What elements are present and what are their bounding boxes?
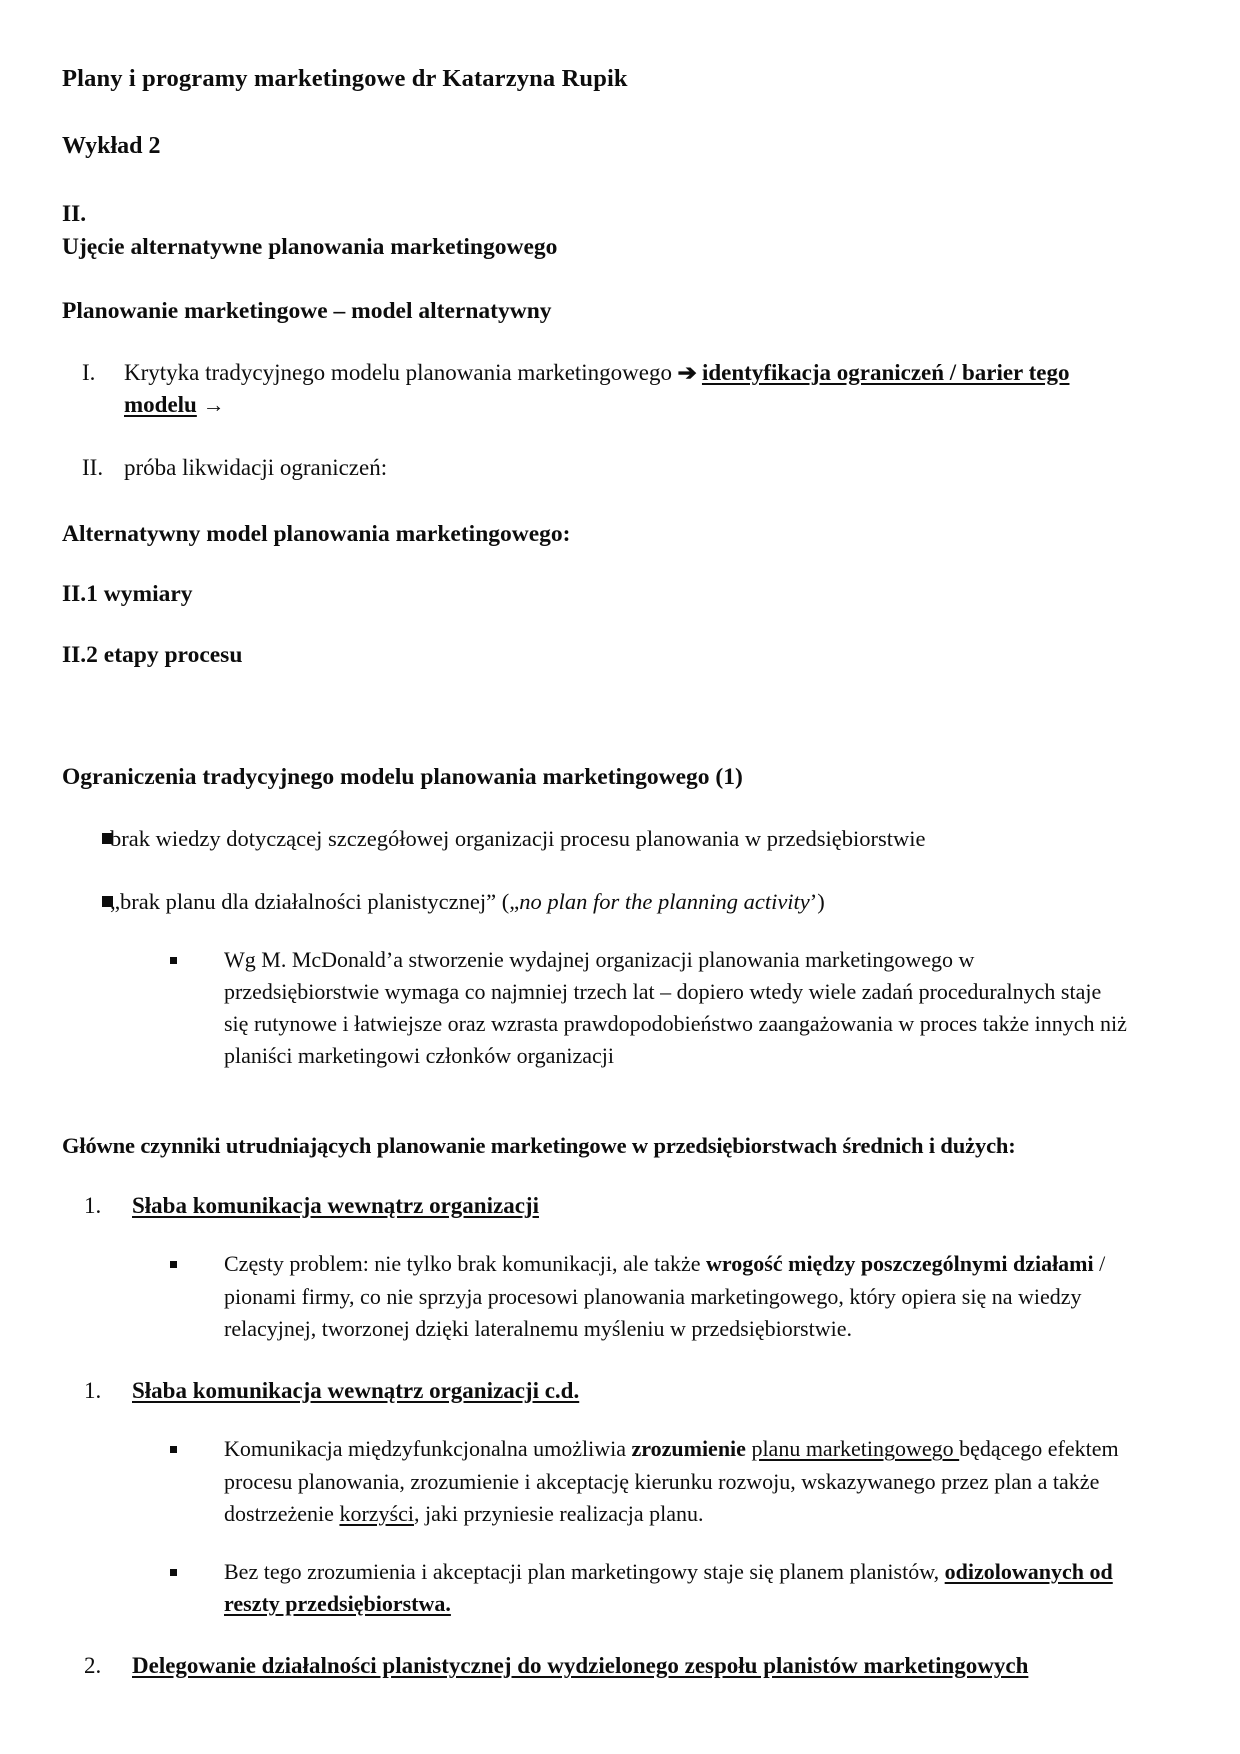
limitation-bullet-1-text: brak wiedzy dotyczącej szczegółowej organizacji procesu planowania w przedsiębiorstwie: [110, 825, 926, 851]
roman-marker-2: II.: [82, 455, 104, 481]
roman-text-plain-1: Krytyka tradycyjnego modelu planowania marketingowego: [124, 359, 673, 385]
lecture-heading: Wykład 2: [62, 132, 161, 159]
arrow-right-thin-icon: →: [202, 392, 225, 418]
numbered-2-subbullet-1: [62, 1433, 1128, 1529]
subbullet-text-part: , jaki przyniesie realizacja planu.: [413, 1500, 704, 1526]
model-heading: Planowanie marketingowe – model alternatywny: [62, 298, 552, 325]
numbered-2-subbullet-2-text: [162, 1556, 1128, 1620]
subbullet-text-part: będącego efektem procesu planowania, zrozumienie i akceptację kierunku rozwoju, wskazywanego przez plan a także dostrzeżenie: [224, 1436, 1119, 1526]
limitation-bullet-2-italic: no plan for the planning activity: [519, 888, 810, 914]
numbered-2-subbullet-1-text: [162, 1433, 1128, 1529]
roman-content-1: [124, 357, 1128, 422]
small-square-bullet-icon: [62, 1433, 170, 1529]
numbered-1-subbullet-1-text: [162, 1248, 1128, 1344]
numbered-1-subbullet-1: [62, 1248, 1128, 1344]
subbullet-text-part: Bez tego zrozumienia i akceptacji plan marketingowy staje się planem planistów,: [224, 1558, 945, 1584]
alt-model-heading: Alternatywny model planowania marketingowego:: [62, 520, 571, 547]
limitations-heading: Ograniczenia tradycyjnego modelu planowania marketingowego (1): [62, 764, 743, 791]
subbullet-underline-bold-part: odizolowanych od reszty przedsiębiorstwa.: [224, 1558, 1113, 1616]
small-square-bullet-icon: [62, 944, 170, 1072]
page-title: Plany i programy marketingowe dr Katarzyna Rupik: [62, 65, 628, 92]
numbered-2-subbullet-2: [62, 1556, 1128, 1620]
subbullet-text-part: Częsty problem: nie tylko brak komunikacji, ale także: [224, 1251, 707, 1277]
factors-heading: Główne czynniki utrudniających planowanie marketingowe w przedsiębiorstwach średnich i dużych:: [62, 1132, 1016, 1158]
numbered-marker-1: 1.: [84, 1192, 102, 1218]
numbered-marker-3: 2.: [84, 1653, 102, 1679]
limitation-bullet-2-suffix: ’): [809, 888, 825, 914]
roman-marker-1: I.: [82, 359, 96, 385]
numbered-marker-2: 1.: [84, 1377, 102, 1403]
limitation-bullet-2-prefix: „brak planu dla działalności planistycznej” („: [110, 888, 520, 914]
roman-list-item-1: [62, 357, 1128, 422]
limitation-bullet-1: [62, 823, 1128, 856]
limitation-bullet-2-text: [110, 886, 1128, 919]
arrow-right-bold-icon: ➔: [677, 359, 697, 385]
subbullet-text-part: Komunikacja międzyfunkcjonalna umożliwia: [224, 1436, 632, 1462]
subbullet-bold-part: zrozumienie: [631, 1436, 746, 1462]
spacer: [62, 670, 1128, 728]
document-body: [62, 64, 1128, 1683]
section-title: Ujęcie alternatywne planowania marketingowego: [62, 233, 558, 260]
roman-text-underlined-1: identyfikacja ograniczeń / barier tego modelu: [124, 359, 1070, 418]
subbullet-underline-part: planu marketingowego: [751, 1436, 960, 1462]
numbered-item-1: [62, 1190, 1128, 1223]
alt-model-point-1: II.1 wymiary: [62, 581, 193, 608]
square-bullet-icon: [62, 886, 110, 919]
limitation-bullet-2: [62, 886, 1128, 919]
alt-model-point-2: II.2 etapy procesu: [62, 641, 243, 668]
mcdonald-subbullet-text: Wg M. McDonald’a stworzenie wydajnej organizacji planowania marketingowego w przedsiębiorstwie wymaga co najmniej trzech lat – dopiero wtedy wiele zadań proceduralnych staje się rutynowe i łatwiejsze oraz wzrasta prawdopodobieństwo zaangażowania w proces także innych niż planiści marketingowi członków organizacji: [224, 947, 1127, 1069]
roman-list-item-2: [62, 452, 1128, 485]
roman-content-2: próba likwidacji ograniczeń:: [124, 455, 388, 481]
small-square-bullet-icon: [62, 1556, 170, 1620]
small-square-bullet-icon: [62, 1248, 170, 1344]
numbered-heading-1: Słaba komunikacja wewnątrz organizacji: [132, 1192, 539, 1218]
subbullet-underline-part: korzyści: [339, 1500, 414, 1526]
spacer: [62, 1073, 1128, 1131]
mcdonald-subbullet: [62, 944, 1128, 1072]
numbered-item-3: [62, 1650, 1128, 1683]
numbered-item-2: [62, 1375, 1128, 1408]
square-bullet-icon: [62, 823, 110, 856]
subbullet-text-part: / pionami firmy, co nie sprzyja procesowi planowania marketingowego, który opiera się na wiedzy relacyjnej, tworzonej dzięki lateralnemu myśleniu w przedsiębiorstwie.: [224, 1251, 1106, 1341]
subbullet-bold-part: wrogość między poszczególnymi działami: [706, 1251, 1094, 1277]
numbered-heading-2: Słaba komunikacja wewnątrz organizacji c.d.: [132, 1377, 580, 1403]
numbered-heading-3: Delegowanie działalności planistycznej do wydzielonego zespołu planistów marketingowych: [132, 1653, 1029, 1679]
section-number: II.: [62, 201, 87, 228]
